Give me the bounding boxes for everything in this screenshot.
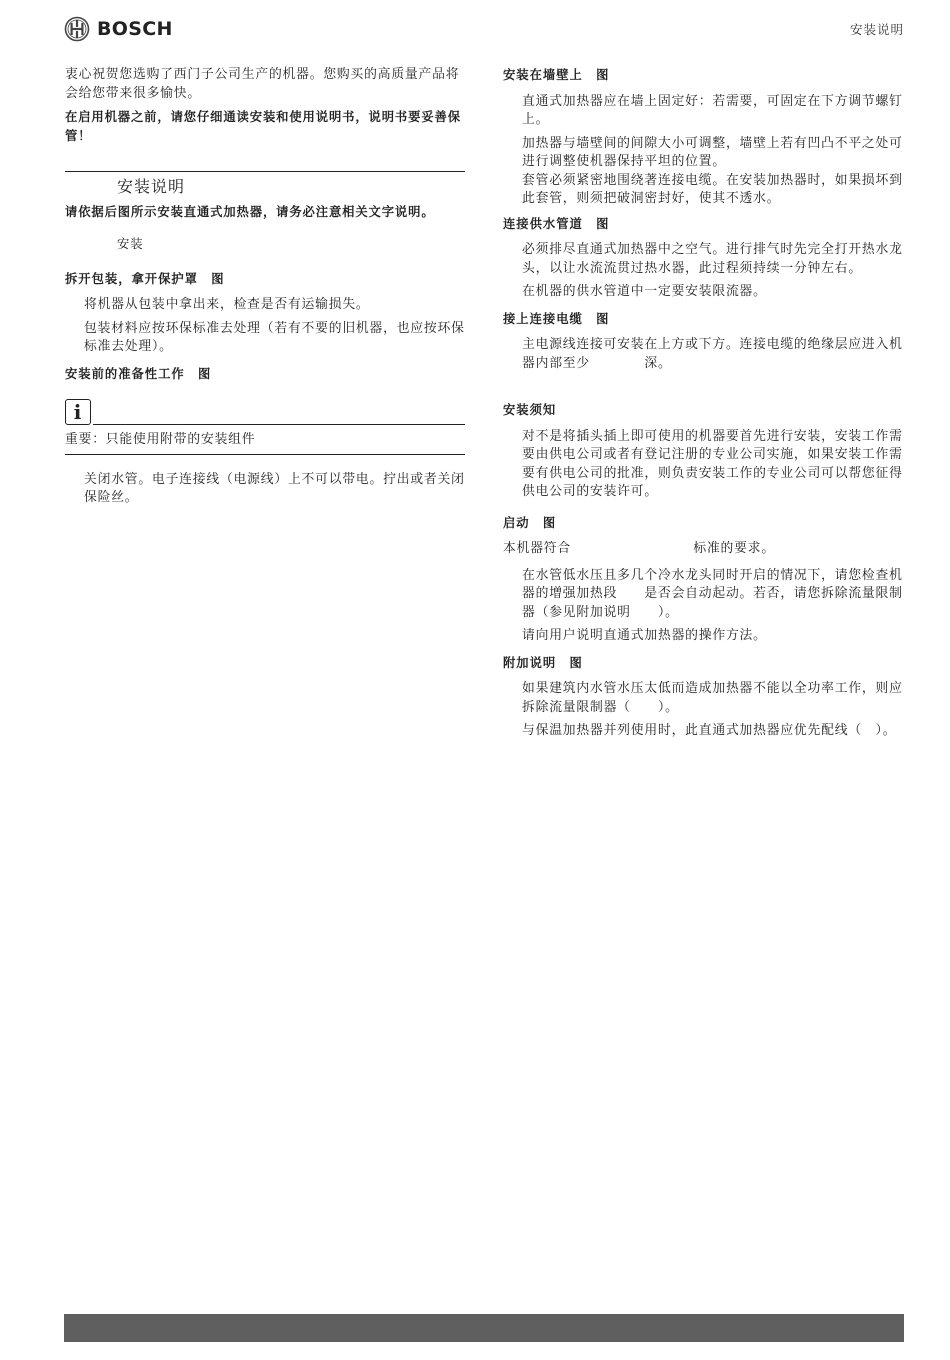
intro-paragraph: 衷心祝贺您选购了西门子公司生产的机器。您购买的高质量产品将会给您带来很多愉快。 <box>65 67 460 101</box>
notice-top-rule <box>93 424 465 425</box>
start-paragraph-1: 在水管低水压且多几个冷水龙头同时开启的情况下，请您检查机器的增强加热段 是否会自动起动。若否，请您拆除流量限制器（参见附加说明 ）。 <box>522 567 903 620</box>
extra-paragraph-2: 与保温加热器并列使用时，此直通式加热器应优先配线（ ）。 <box>522 723 897 738</box>
right-column <box>503 66 903 746</box>
extra-heading: 附加说明 图 <box>503 655 583 670</box>
cable-paragraph-1: 主电源线连接可安装在上方或下方。连接电缆的绝缘层应进入机器内部至少 深。 <box>522 337 903 371</box>
section-divider <box>65 171 465 172</box>
section-intro: 请依据后图所示安装直通式加热器，请务必注意相关文字说明。 <box>65 204 435 219</box>
info-icon: i <box>65 399 91 425</box>
prep-heading: 安装前的准备性工作 图 <box>65 366 212 381</box>
wall-paragraph-3: 套管必须紧密地围绕著连接电缆。在安装加热器时，如果损坏到此套管，则须把破洞密封好，使其不透水。 <box>522 172 903 206</box>
brand-name: BOSCH <box>97 18 173 40</box>
water-paragraph-1: 必须排尽直通式加热器中之空气。进行排气时先完全打开热水龙头，以让水流流贯过热水器，此过程须持续一分钟左右。 <box>522 242 903 276</box>
water-paragraph-2: 在机器的供水管道中一定要安装限流器。 <box>522 284 767 299</box>
bosch-armature-icon <box>64 16 90 42</box>
footer-bar <box>64 1314 904 1342</box>
notice-bottom-rule <box>65 454 465 455</box>
page-header <box>0 0 950 60</box>
start-heading: 启动 图 <box>503 515 557 530</box>
notice-text: 重要：只能使用附带的安装组件 <box>65 432 256 447</box>
extra-paragraph-1: 如果建筑内水管水压太低而造成加热器不能以全功率工作，则应拆除流量限制器（ ）。 <box>522 681 903 715</box>
notes-heading: 安装须知 <box>503 403 557 417</box>
wall-paragraph-1: 直通式加热器应在墙上固定好：若需要，可固定在下方调节螺钉上。 <box>522 93 903 127</box>
wall-heading: 安装在墙壁上 图 <box>503 68 610 82</box>
water-heading: 连接供水管道 图 <box>503 216 610 231</box>
install-heading: 安装 <box>117 237 144 251</box>
intro-bold-paragraph: 在启用机器之前，请您仔细通读安装和使用说明书，说明书要妥善保管！ <box>65 110 461 143</box>
start-paragraph-2: 请向用户说明直通式加热器的操作方法。 <box>522 628 767 643</box>
section-title: 安装说明 <box>117 177 186 196</box>
notes-paragraph-1: 对不是将插头插上即可使用的机器要首先进行安装，安装工作需要由供电公司或者有登记注册的专业公司实施，如果安装工作需要有供电公司的批准，则负责安装工作的专业公司可以帮您征得供电公司的安装许可。 <box>522 428 903 499</box>
cable-heading: 接上连接电缆 图 <box>503 311 610 326</box>
left-column <box>65 66 465 513</box>
unpack-paragraph-2: 包装材料应按环保标准去处理（若有不要的旧机器，也应按环保标准去处理）。 <box>84 320 465 354</box>
wall-paragraph-2: 加热器与墙壁间的间隙大小可调整，墙壁上若有凹凸不平之处可进行调整使机器保持平坦的位置。 <box>522 135 903 169</box>
notice-box <box>65 399 465 455</box>
start-paragraph-0: 本机器符合 标准的要求。 <box>503 541 775 556</box>
unpack-heading: 拆开包装，拿开保护罩 图 <box>65 271 225 286</box>
prep-paragraph-1: 关闭水管。电子连接线（电源线）上不可以带电。拧出或者关闭保险丝。 <box>84 471 465 505</box>
bosch-logo <box>64 16 173 42</box>
header-title: 安装说明 <box>849 22 904 37</box>
unpack-paragraph-1: 将机器从包装中拿出来，检查是否有运输损失。 <box>84 297 370 312</box>
